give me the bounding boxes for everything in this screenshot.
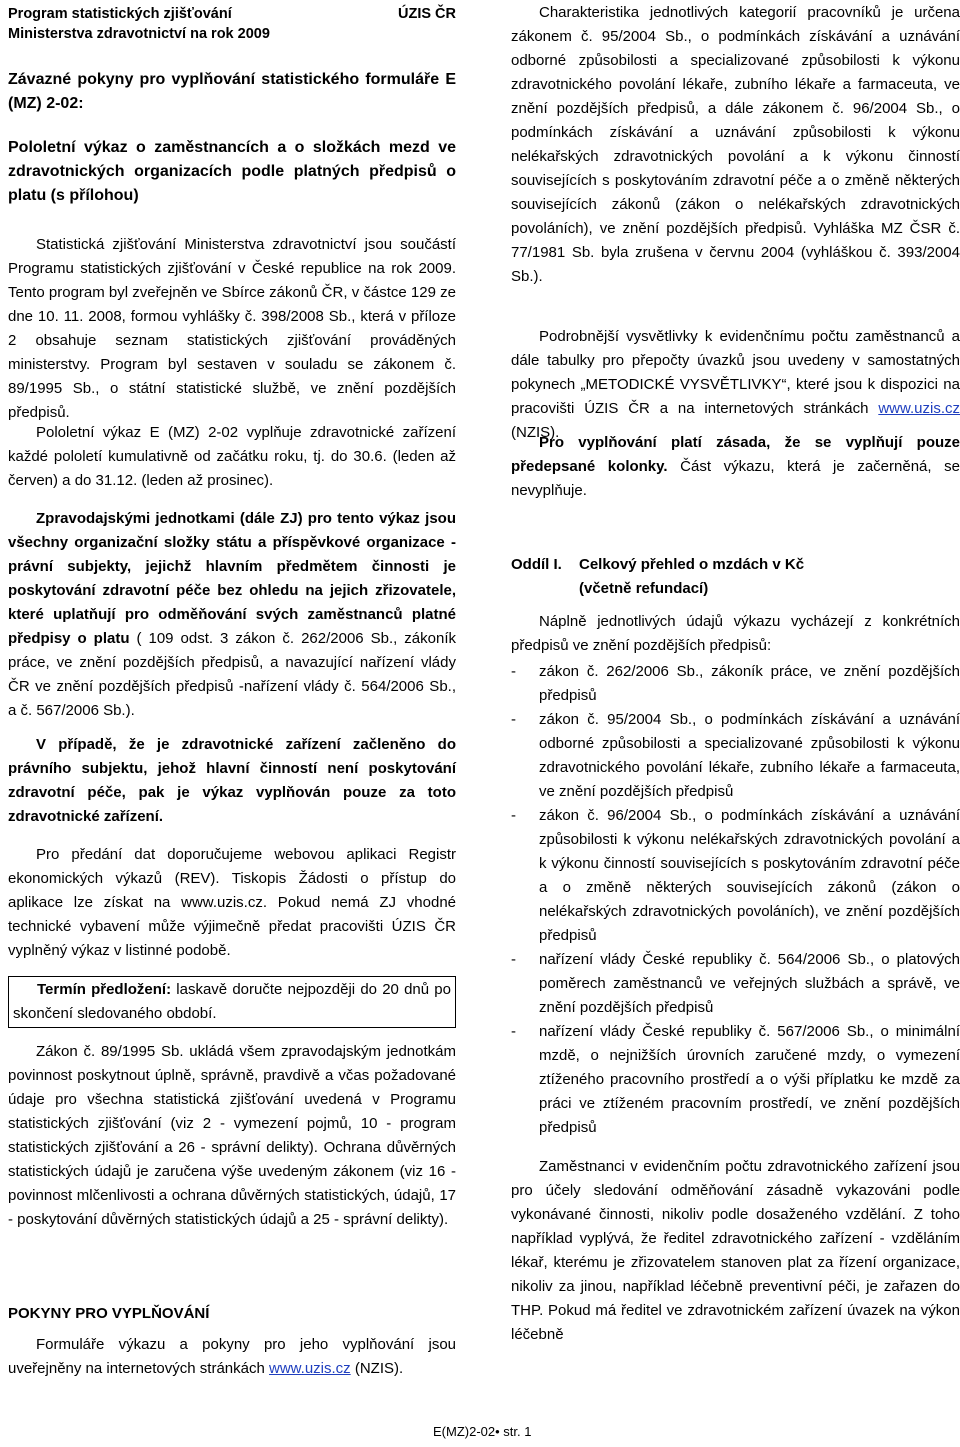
left-p7-tail: (NZIS). (350, 1360, 404, 1377)
deadline-text: laskavě doručte nejpozději do 20 dnů po skončení sledovaného období. (13, 981, 451, 1022)
reporting-units-bold: Zpravodajskými jednotkami (dále ZJ) pro tento výkaz jsou všechny organizační složky státu a příspěvkové organizace - právní subjekty, jejichž hlavním předmětem činnosti je poskytování zdravotní péče bez ohledu na jejich zřizovatele, které uplatňují pro odměňování svých zaměstnanců platné předpisy o platu (8, 510, 456, 647)
left-paragraph-1: Statistická zjišťování Ministerstva zdravotnictví jsou součástí Programu statistických zjišťování v České republice na rok 2009. Tento program byl zveřejněn ve Sbírce zákonů ČR, v částce 129 ze dne 10. 11. 2008, formou vyhlášky č. 398/2008 Sb., která v příloze 2 obsahuje seznam statistických zjišťování prováděných ministerstvy. Program byl sestaven v souladu se zákonem č. 89/1995 Sb., o státní statistické službě, ve znění pozdějších předpisů. (8, 236, 456, 421)
left-paragraph-3 (8, 507, 456, 723)
section-title-line-1: Celkový přehled o mzdách v Kč (579, 556, 805, 573)
list-item-text: zákon č. 262/2006 Sb., zákoník práce, ve znění pozdějších předpisů (539, 663, 960, 704)
header-ministry: Ministerstva zdravotnictví na rok 2009 (8, 26, 270, 42)
list-item (511, 948, 960, 1020)
left-paragraph-6: Zákon č. 89/1995 Sb. ukládá všem zpravodajským jednotkám povinnost poskytnout úplně, správně, pravdivě a včas požadované údaje pro všechna statistická zjišťování uvedená v Programu statistických zjišťování (viz 2 - vymezení pojmů, 10 - program statistických zjišťování a 26 - správní delikty). Ochrana důvěrných statistických údajů je zaručena výše uvedeným zákonem (viz 16 - povinnost mlčenlivosti a ochrana důvěrných statistických, údajů, 17 - poskytování důvěrných statistických údajů a 25 - správní delikty). (8, 1043, 456, 1228)
right-paragraph-2 (511, 325, 960, 445)
section-heading (511, 553, 960, 597)
rule-bold: Pro vyplňování platí zásada, že se vyplňují pouze předepsané kolonky. (511, 434, 960, 475)
page-footer: E(MZ)2-02• str. 1 (433, 1424, 532, 1439)
uzis-link-left[interactable]: www.uzis.cz (268, 1360, 351, 1377)
instructions-heading: POKYNY PRO VYPLŇOVÁNÍ (8, 1305, 210, 1322)
list-dash: - (511, 807, 516, 824)
document-title: Závazné pokyny pro vyplňování statistického formuláře E (MZ) 2-02: (8, 71, 456, 112)
section-label: Oddíl I. (511, 556, 562, 573)
right-p2-tail: (NZIS). (511, 424, 560, 441)
list-dash: - (511, 663, 516, 680)
section-title-line-2: (včetně refundací) (579, 580, 709, 597)
left-paragraph-4: V případě, že je zdravotnické zařízení začleněno do právního subjektu, jehož hlavní činností není poskytování zdravotní péče, pak je výkaz vyplňován pouze za toto zdravotnické zařízení. (8, 736, 456, 825)
list-item (511, 660, 960, 708)
reporting-units-rest: ( 109 odst. 3 zákon č. 262/2006 Sb., zákoník práce, ve znění pozdějších předpisů, a navazující nařízení vlády ČR ve znění pozdějších předpisů -nařízení vlády č. 564/2006 Sb., a č. 567/2006 Sb.). (8, 630, 456, 719)
list-dash: - (511, 711, 516, 728)
header-program: Program statistických zjišťování (8, 6, 232, 22)
list-item-text: zákon č. 96/2004 Sb., o podmínkách získávání a uznávání způsobilosti k výkonu nelékařských zdravotnických povolání a k výkonu činností souvisejících s poskytováním zdravotní péče a o změně některých souvisejících zákonů (zákon o nelékařských zdravotnických povoláních), ve znění pozdějších předpisů (539, 807, 960, 944)
list-dash: - (511, 951, 516, 968)
page-header (8, 4, 456, 44)
uzis-link-right[interactable]: www.uzis.cz (878, 400, 960, 417)
list-item-text: nařízení vlády České republiky č. 564/2006 Sb., o platových poměrech zaměstnanců ve veřejných službách a správě, ve znění pozdějších předpisů (539, 951, 960, 1016)
right-paragraph-5: Zaměstnanci v evidenčním počtu zdravotnického zařízení jsou pro účely sledování odměňování zásadně vykazováni podle vykonávané činnosti, nikoliv podle dosaženého vzdělání. Z toho například vyplývá, že ředitel zdravotnického zařízení - vzděláním lékař, kterému je zřizovatelem stanoven plat za řízení organizace, nikoliv za jinou, například léčebně preventivní péči, je zařazen do THP. Pokud má ředitel ve zdravotnickém zařízení úvazek na výkon léčebně (511, 1158, 960, 1343)
right-p2-text: Podrobnější vysvětlivky k evidenčnímu počtu zaměstnanců a dále tabulky pro přepočty úvazků jsou uvedeny v samostatných pokynech „METODICKÉ VYSVĚTLIVKY“, které jsou k dispozici na pracovišti ÚZIS ČR a na internetových stránkách (511, 328, 960, 417)
list-dash: - (511, 1023, 516, 1040)
list-item-text: nařízení vlády České republiky č. 567/2006 Sb., o minimální mzdě, o nejnižších úrovních zaručené mzdy, o vymezení ztíženého pracovního prostředí a o výši příplatku ke mzdě za práci ve ztíženém pracovním prostředí, ve znění pozdějších předpisů (539, 1023, 960, 1136)
list-item-text: zákon č. 95/2004 Sb., o podmínkách získávání a uznávání odborné způsobilosti a specializované způsobilosti k výkonu zdravotnického povolání lékaře, zubního lékaře a farmaceuta, ve znění pozdějších předpisů (539, 711, 960, 800)
deadline-box (8, 976, 456, 1028)
document-subtitle: Pololetní výkaz o zaměstnancích a o složkách mezd ve zdravotnických organizacích podle platných předpisů o platu (s přílohou) (8, 139, 456, 204)
right-paragraph-4: Náplně jednotlivých údajů výkazu vycházejí z konkrétních předpisů ve znění pozdějších předpisů: (511, 613, 960, 654)
list-item (511, 804, 960, 948)
left-paragraph-2: Pololetní výkaz E (MZ) 2-02 vyplňuje zdravotnické zařízení každé pololetí kumulativně od začátku roku, tj. do 30.6. (leden až červen) a do 31.12. (leden až prosinec). (8, 424, 456, 489)
right-paragraph-1: Charakteristika jednotlivých kategorií pracovníků je určena zákonem č. 95/2004 Sb., o podmínkách získávání a uznávání odborné způsobilosti a specializované způsobilosti k výkonu zdravotnického povolání lékaře, zubního lékaře a farmaceuta, ve znění pozdějších předpisů, a dále zákonem č. 96/2004 Sb., o podmínkách získávání a uznávání způsobilosti k výkonu nelékařských zdravotnických povolání a k výkonu činností souvisejících s poskytováním zdravotní péče a o změně některých souvisejících zákonů (zákon o nelékařských zdravotnických povoláních), ve znění pozdějších předpisů. Vyhláška MZ ČSR č. 77/1981 Sb. byla zrušena v červnu 2004 (vyhláškou č. 393/2004 Sb.). (511, 4, 960, 285)
deadline-frame (8, 976, 456, 1028)
list-item (511, 708, 960, 804)
right-paragraph-3 (511, 431, 960, 503)
deadline-label: Termín předložení: (37, 981, 172, 998)
header-uzis: ÚZIS ČR (398, 6, 456, 22)
left-paragraph-5: Pro předání dat doporučujeme webovou aplikaci Registr ekonomických výkazů (REV). Tiskopis Žádosti o přístup do aplikace lze získat na www.uzis.cz. Pokud nemá ZJ vhodné technické vybavení může výjimečně předat pracovišti ÚZIS ČR vyplněný výkaz v listinné podobě. (8, 846, 456, 959)
left-paragraph-7 (8, 1333, 456, 1381)
rule-rest: Část výkazu, která je začerněná, se nevyplňuje. (511, 458, 960, 499)
list-item (511, 1020, 960, 1140)
left-p7-text: Formuláře výkazu a pokyny pro jeho vyplňování jsou uveřejněny na internetových stránkách (8, 1336, 456, 1377)
